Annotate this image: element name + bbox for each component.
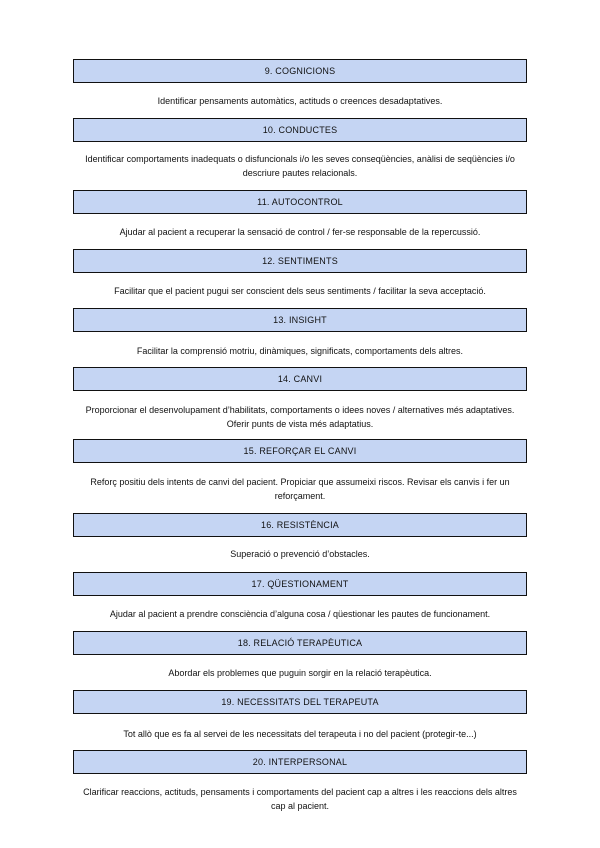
section-header-cognicions [73,59,527,83]
section-header-insight [73,308,527,332]
section-description-cognicions: Identificar pensaments automàtics, actituds o creences desadaptatives. [157,96,443,106]
section-title: 20. INTERPERSONAL [252,757,348,767]
section-title: 16. RESISTÈNCIA [260,520,340,530]
section-header-relacio-terapeutica [73,631,527,655]
section-description-insight: Facilitar la comprensió motriu, dinàmiques, significats, comportaments dels altres. [136,346,464,356]
section-title: 9. COGNICIONS [264,66,336,76]
section-description-relacio-terapeutica: Abordar els problemes que puguin sorgir en la relació terapèutica. [168,668,432,678]
section-description-autocontrol: Ajudar al pacient a recuperar la sensació de control / fer-se responsable de la repercussió. [119,227,481,237]
section-description-sentiments: Facilitar que el pacient pugui ser conscient dels seus sentiments / facilitar la seva acceptació. [114,286,486,296]
section-title: 12. SENTIMENTS [262,256,338,266]
section-header-reforcar-el-canvi [73,439,527,463]
section-description-necessitats-del-terapeuta: Tot allò que es fa al servei de les necessitats del terapeuta i no del pacient (protegir-te...) [123,729,477,739]
section-description-resistencia: Superació o prevenció d’obstacles. [230,549,370,559]
section-title: 14. CANVI [277,374,323,384]
section-description-reforcar-el-canvi: Reforç positiu dels intents de canvi del pacient. Propiciar que assumeixi riscos. Revisar els canvis i fer un reforçament. [90,477,510,501]
section-title: 19. NECESSITATS DEL TERAPEUTA [221,697,379,707]
section-header-sentiments [73,249,527,273]
section-title: 11. AUTOCONTROL [257,197,343,207]
section-title: 10. CONDUCTES [262,125,338,135]
section-description-canvi: Proporcionar el desenvolupament d’habilitats, comportaments o idees noves / alternatives més adaptatives. Oferir punts de vista més adaptatius. [85,405,515,429]
section-header-canvi [73,367,527,391]
section-header-conductes [73,118,527,142]
section-description-conductes: Identificar comportaments inadequats o disfuncionals i/o les seves conseqüències, anàlisi de seqüències i/o descriure pautes relacionals. [85,154,515,178]
section-description-interpersonal: Clarificar reaccions, actituds, pensaments i comportaments del pacient cap a altres i les reaccions dels altres cap al pacient. [83,787,517,811]
section-title: 15. REFORÇAR EL CANVI [243,446,357,456]
section-title: 18. RELACIÓ TERAPÈUTICA [237,638,363,648]
section-header-questionament [73,572,527,596]
section-header-resistencia [73,513,527,537]
section-header-necessitats-del-terapeuta [73,690,527,714]
section-header-autocontrol [73,190,527,214]
section-title: 17. QÜESTIONAMENT [251,579,349,589]
section-header-interpersonal [73,750,527,774]
section-title: 13. INSIGHT [273,315,327,325]
section-description-questionament: Ajudar al pacient a prendre consciència d’alguna cosa / qüestionar les pautes de funcionament. [109,609,491,619]
